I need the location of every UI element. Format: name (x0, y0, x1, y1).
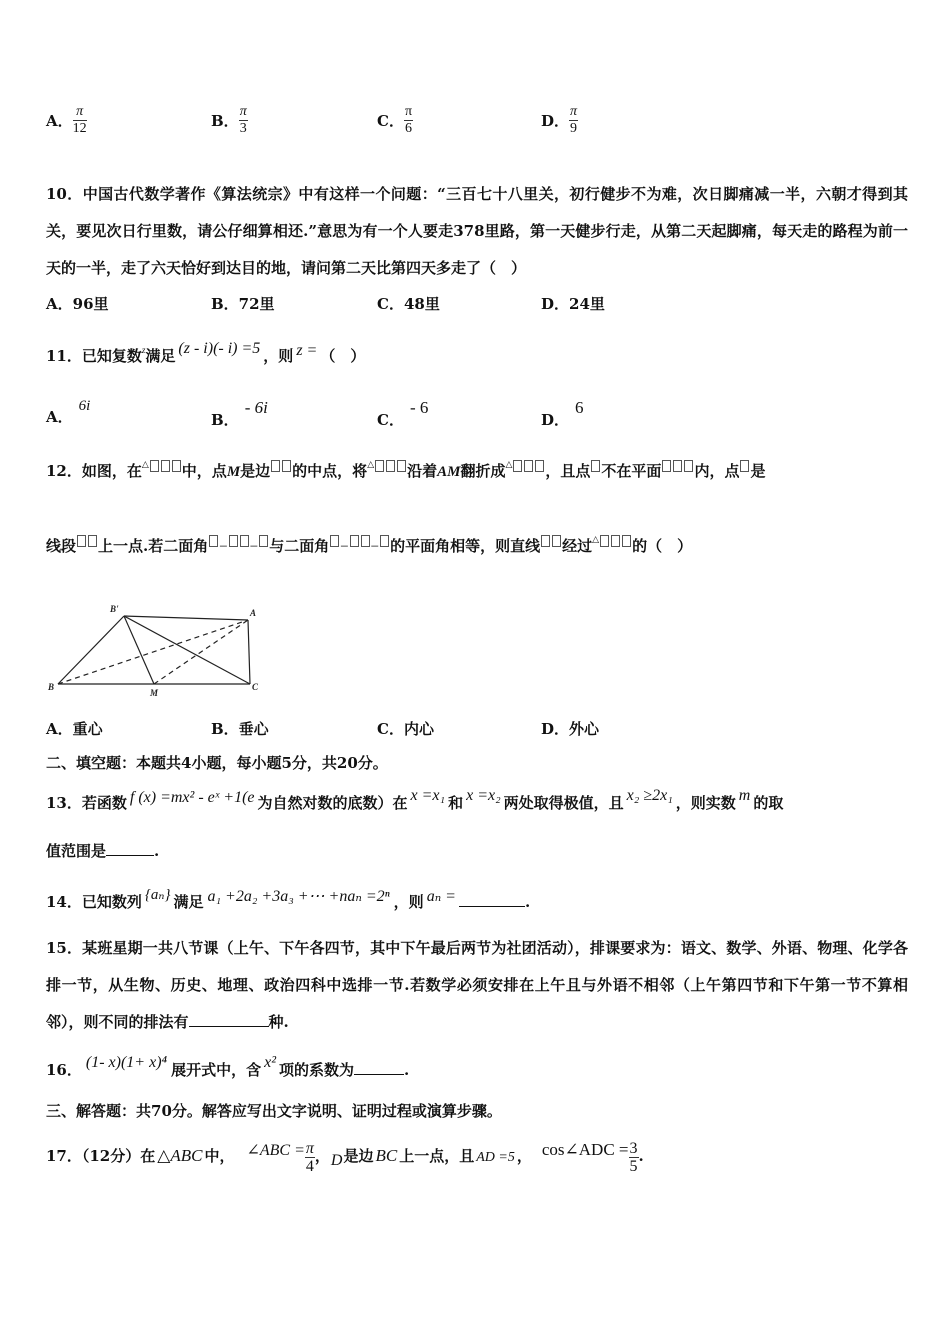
q13-m: m (738, 787, 751, 804)
q11-option-a-value: 6i (78, 398, 91, 414)
label-b-prime: B' (110, 604, 119, 614)
q16-mid: 展开式中，含 (171, 1061, 262, 1079)
q11-option-c-label: C． (377, 411, 404, 429)
edge-b-bprime (58, 616, 124, 684)
q9-option-a-num: π (73, 104, 87, 121)
placeholder-box-icon (77, 535, 86, 547)
q10-option-c: C．48里 (377, 295, 440, 313)
q17-end: . (638, 1147, 644, 1165)
label-b: B (48, 682, 55, 692)
placeholder-box-icon (513, 460, 522, 472)
q17-comma2: ， (516, 1147, 532, 1165)
q12-line1-b: 中，点 (181, 462, 227, 480)
q13-mid2: 两处取得极值，且 (503, 794, 624, 812)
q17-cos: cos∠ADC = (541, 1140, 629, 1159)
edge-bprime-a (124, 616, 248, 620)
q9-option-b-num: π (239, 104, 247, 119)
placeholder-box-icon (386, 460, 395, 472)
q9-option-c (377, 104, 413, 137)
q17-angle-num: π (305, 1139, 314, 1157)
q12-line1 (46, 460, 765, 481)
q11-var-z: z (141, 345, 146, 355)
q16 (46, 1054, 409, 1080)
q9-option-c-num: π (404, 104, 413, 119)
q17-cos-den: 5 (629, 1157, 638, 1175)
q10-option-d: D．24里 (541, 295, 605, 313)
q17-point: 上一点，且 (399, 1147, 475, 1165)
dashed-edge-b-a (58, 620, 248, 684)
q11-ask: z = (296, 342, 318, 359)
placeholder-box-icon (535, 460, 544, 472)
triangle-icon: △ (367, 460, 375, 470)
q13-line1 (46, 787, 783, 813)
q9-option-b (211, 104, 248, 137)
q13-tail: 的取 (753, 794, 784, 812)
placeholder-box-icon (662, 460, 671, 472)
q11-mid: 满足 (145, 347, 176, 365)
q11-option-d-label: D． (541, 411, 570, 429)
q12-line2-c: 与二面角 (269, 537, 330, 555)
q11-option-c-value: - 6 (409, 398, 429, 417)
q9-option-a-label: A． (46, 112, 73, 130)
q9-option-d-label: D． (541, 112, 570, 130)
q17 (46, 1128, 644, 1175)
q12-line2-f: 的（ ） (632, 537, 693, 555)
q11-suffix: （ ） (320, 347, 366, 365)
q17-cos-num: 3 (629, 1139, 638, 1157)
q13-prefix: 13．若函数 (46, 794, 127, 812)
q14-end: . (524, 893, 531, 911)
placeholder-box-icon (375, 460, 384, 472)
q12-line1-j: 是 (750, 462, 766, 480)
q13-and: 和 (448, 794, 464, 812)
q14-ask: aₙ = (426, 888, 456, 905)
q10-option-a: A．96里 (46, 295, 109, 313)
placeholder-box-icon (240, 535, 249, 547)
q13-mid3: ，则实数 (675, 794, 736, 812)
q12-point-m: M (226, 464, 241, 480)
q11-option-a (46, 398, 90, 427)
edge-bprime-m (124, 616, 154, 684)
q12-line1-i: 内，点 (694, 462, 740, 480)
placeholder-box-icon (673, 460, 682, 472)
q11-option-a-label: A． (46, 408, 73, 426)
q17-prefix: 17．（12分）在 (46, 1147, 156, 1165)
q17-angle: ∠ABC = (246, 1142, 305, 1159)
q13-x2: x =x₂ (466, 787, 501, 804)
q17-d: D (330, 1152, 343, 1169)
placeholder-box-icon (397, 460, 406, 472)
q15-answer-blank[interactable] (189, 1026, 269, 1027)
q12-line1-g: ，且点 (545, 462, 591, 480)
q12-option-c: C．内心 (377, 720, 434, 738)
q11-prefix: 11．已知复数 (46, 347, 142, 365)
q16-prefix: 16． (46, 1061, 82, 1079)
q12-figure (46, 600, 276, 700)
section-2-heading: 二、填空题：本题共4小题，每小题5分，共20分。 (46, 754, 388, 772)
q12-line2-d: 的平面角相等，则直线 (390, 537, 541, 555)
q14-prefix: 14．已知数列 (46, 893, 142, 911)
dashed-edge-m-a (154, 620, 248, 684)
placeholder-box-icon (380, 535, 389, 547)
placeholder-box-icon (684, 460, 693, 472)
q17-tri: △ABC (157, 1146, 203, 1165)
q14-seq: {aₙ} (144, 887, 171, 903)
placeholder-box-icon (282, 460, 291, 472)
q16-term: x² (264, 1054, 276, 1071)
q15 (46, 930, 908, 1041)
q11-then: ，则 (263, 347, 294, 365)
placeholder-box-icon (622, 535, 631, 547)
q9-option-d (541, 104, 578, 137)
q14-answer-blank[interactable] (459, 906, 525, 907)
q12-line1-f: 翻折成 (460, 462, 506, 480)
q11-option-b-label: B． (211, 411, 239, 429)
q17-bc: BC (375, 1146, 398, 1165)
placeholder-box-icon (271, 460, 280, 472)
q12-line1-h: 不在平面 (601, 462, 662, 480)
placeholder-box-icon (600, 535, 609, 547)
q13-x1: x =x₁ (410, 787, 446, 804)
dash-symbol: − (219, 539, 228, 555)
q9-option-a (46, 104, 87, 137)
q9-option-b-label: B． (211, 112, 239, 130)
q13-line2 (46, 840, 159, 861)
q9-option-c-label: C． (377, 112, 404, 130)
q12-line1-c: 是边 (240, 462, 271, 480)
placeholder-box-icon (161, 460, 170, 472)
q14 (46, 885, 530, 912)
q13-answer-blank[interactable] (106, 855, 154, 856)
placeholder-box-icon (361, 535, 370, 547)
placeholder-box-icon (591, 460, 600, 472)
q12-line2-b: 上一点.若二面角 (98, 537, 209, 555)
q17-ad: AD =5 (476, 1150, 515, 1165)
dash-symbol: − (249, 539, 259, 555)
placeholder-box-icon (259, 535, 268, 547)
dash-symbol: − (340, 539, 349, 555)
triangle-icon: △ (141, 460, 149, 470)
q10-text: 10．中国古代数学著作《算法统宗》中有这样一个问题：“三百七十八里关，初行健步不为难，次日脚痛减一半，六朝才得到其关，要见次日行里数，请公仔细算相还.”意思为有一个人要走378里路，第一天健步行走，从第二天起脚痛，每天走的路程为前一天的一半，走了六天恰好到达目的地，请问第二天比第四天多走了（ ） (46, 185, 908, 277)
q11-option-d (541, 398, 584, 430)
q17-in: 中， (204, 1147, 235, 1165)
q11-option-b-value: - 6i (244, 398, 268, 417)
placeholder-box-icon (229, 535, 238, 547)
q11-equation: (z - i)(- i) =5 (178, 340, 261, 357)
q17-on: 是边 (343, 1147, 374, 1165)
q16-end: . (404, 1061, 410, 1079)
dash-symbol: − (370, 539, 380, 555)
q9-option-d-num: π (570, 104, 578, 119)
q12-option-d: D．外心 (541, 720, 600, 738)
q12-line2-e: 经过 (562, 537, 593, 555)
q17-comma: ， (314, 1147, 330, 1165)
q15-end: 种. (268, 1013, 289, 1031)
placeholder-box-icon (552, 535, 561, 547)
q15-text: 15．某班星期一共八节课（上午、下午各四节，其中下午最后两节为社团活动），排课要求为：语文、数学、外语、物理、化学各排一节，从生物、历史、地理、政治四科中选排一节.若数学必须安排在上午且与外语不相邻（上午第四节和下午第一节不算相邻），则不同的排法有 (46, 939, 908, 1031)
q11-option-c (377, 398, 428, 430)
q9-option-a-den: 12 (72, 121, 87, 136)
label-m: M (150, 688, 159, 698)
q12-option-a: A．重心 (46, 720, 103, 738)
q13-end: . (154, 842, 160, 860)
placeholder-box-icon (524, 460, 533, 472)
q14-eq: a₁ +2a₂ +3a₃ +⋯ +naₙ =2ⁿ (207, 888, 390, 905)
q14-mid: 满足 (173, 893, 204, 911)
placeholder-box-icon (330, 535, 339, 547)
placeholder-box-icon (172, 460, 181, 472)
placeholder-box-icon (350, 535, 359, 547)
q11-option-b (211, 398, 268, 430)
placeholder-box-icon (740, 460, 749, 472)
q12-option-b: B．垂心 (211, 720, 269, 738)
q12-line-am: AM (437, 464, 461, 480)
q16-expr: (1- x)(1+ x)⁴ (85, 1054, 168, 1071)
q13-func: f (x) =mx² - eˣ +1(e (129, 789, 255, 806)
placeholder-box-icon (150, 460, 159, 472)
q11-stem (46, 340, 365, 366)
q16-answer-blank[interactable] (354, 1074, 404, 1075)
q11-option-d-value: 6 (575, 398, 584, 417)
triangle-icon: △ (592, 535, 600, 545)
q9-option-d-den: 9 (570, 121, 578, 136)
q13-cond: x₂ ≥2x₁ (626, 787, 673, 804)
q16-tail: 项的系数为 (279, 1061, 355, 1079)
q13-line2-text: 值范围是 (46, 842, 107, 860)
q14-then: ，则 (393, 893, 424, 911)
q9-option-c-den: 6 (404, 121, 412, 136)
placeholder-box-icon (209, 535, 218, 547)
section-3-heading: 三、解答题：共70分。解答应写出文字说明、证明过程或演算步骤。 (46, 1102, 502, 1120)
label-a: A (250, 608, 257, 618)
q12-line1-d: 的中点，将 (292, 462, 368, 480)
placeholder-box-icon (541, 535, 550, 547)
placeholder-box-icon (611, 535, 620, 547)
q12-line2 (46, 535, 692, 556)
q13-mid: 为自然对数的底数）在 (257, 794, 408, 812)
q10-option-b: B．72里 (211, 295, 275, 313)
q9-option-b-den: 3 (239, 121, 247, 136)
triangle-icon: △ (505, 460, 513, 470)
q12-line2-a: 线段 (46, 537, 77, 555)
q12-line1-a: 12．如图，在 (46, 462, 142, 480)
q17-angle-den: 4 (305, 1157, 314, 1175)
label-c: C (252, 682, 259, 692)
q12-line1-e: 沿着 (407, 462, 438, 480)
placeholder-box-icon (88, 535, 97, 547)
edge-a-c (248, 620, 250, 684)
